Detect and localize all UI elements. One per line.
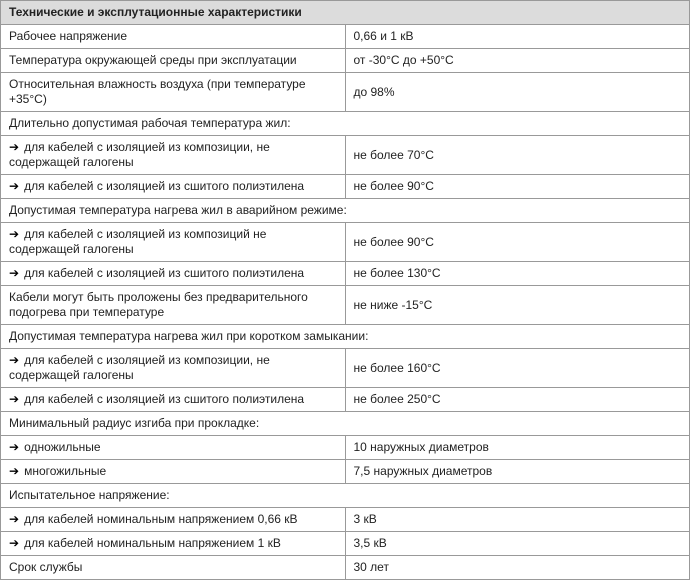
section-header-cell: Испытательное напряжение: bbox=[1, 484, 690, 508]
arrow-right-icon: ➔ bbox=[9, 440, 20, 454]
value-cell: 3,5 кВ bbox=[345, 532, 690, 556]
characteristic-cell bbox=[1, 25, 346, 49]
table-body bbox=[1, 25, 690, 580]
arrow-right-icon: ➔ bbox=[9, 512, 20, 526]
characteristic-cell bbox=[1, 223, 346, 262]
characteristic-cell bbox=[1, 73, 346, 112]
characteristic-cell bbox=[1, 532, 346, 556]
table-row bbox=[1, 532, 690, 556]
characteristic-label: для кабелей номинальным напряжением 1 кВ bbox=[24, 536, 281, 550]
section-header-cell: Длительно допустимая рабочая температура жил: bbox=[1, 112, 690, 136]
value-cell: не ниже -15°С bbox=[345, 286, 690, 325]
value-cell: до 98% bbox=[345, 73, 690, 112]
section-row bbox=[1, 199, 690, 223]
arrow-right-icon: ➔ bbox=[9, 536, 20, 550]
value-cell: 0,66 и 1 кВ bbox=[345, 25, 690, 49]
value-cell: не более 250°С bbox=[345, 388, 690, 412]
table-row bbox=[1, 175, 690, 199]
table-row bbox=[1, 223, 690, 262]
characteristic-label: Относительная влажность воздуха (при температуре +35°С) bbox=[9, 77, 306, 106]
characteristic-cell bbox=[1, 460, 346, 484]
arrow-right-icon: ➔ bbox=[9, 392, 20, 406]
value-cell: 3 кВ bbox=[345, 508, 690, 532]
characteristic-label: многожильные bbox=[24, 464, 107, 478]
value-cell: 7,5 наружных диаметров bbox=[345, 460, 690, 484]
arrow-right-icon: ➔ bbox=[9, 179, 20, 193]
characteristic-label: Температура окружающей среды при эксплуатации bbox=[9, 53, 297, 67]
characteristic-cell bbox=[1, 508, 346, 532]
table-row bbox=[1, 73, 690, 112]
value-cell: не более 130°С bbox=[345, 262, 690, 286]
table-row bbox=[1, 436, 690, 460]
section-header-cell: Допустимая температура нагрева жил в аварийном режиме: bbox=[1, 199, 690, 223]
characteristic-cell bbox=[1, 136, 346, 175]
characteristic-cell bbox=[1, 175, 346, 199]
characteristic-cell bbox=[1, 286, 346, 325]
table-row bbox=[1, 349, 690, 388]
section-header-cell: Допустимая температура нагрева жил при коротком замыкании: bbox=[1, 325, 690, 349]
table-row bbox=[1, 25, 690, 49]
value-cell: не более 90°С bbox=[345, 223, 690, 262]
table-row bbox=[1, 460, 690, 484]
characteristic-cell bbox=[1, 349, 346, 388]
arrow-right-icon: ➔ bbox=[9, 464, 20, 478]
characteristic-label: для кабелей с изоляцией из композиции, не содержащей галогены bbox=[9, 140, 270, 169]
characteristic-label: для кабелей номинальным напряжением 0,66 кВ bbox=[24, 512, 298, 526]
characteristic-label: для кабелей с изоляцией из сшитого полиэтилена bbox=[24, 392, 305, 406]
section-header-cell: Минимальный радиус изгиба при прокладке: bbox=[1, 412, 690, 436]
section-row bbox=[1, 325, 690, 349]
section-row bbox=[1, 484, 690, 508]
characteristic-label: для кабелей с изоляцией из композиции, не содержащей галогены bbox=[9, 353, 270, 382]
table-row bbox=[1, 286, 690, 325]
value-cell: не более 70°С bbox=[345, 136, 690, 175]
characteristic-label: для кабелей с изоляцией из сшитого полиэтилена bbox=[24, 266, 305, 280]
table-row bbox=[1, 49, 690, 73]
characteristic-cell bbox=[1, 556, 346, 580]
section-row bbox=[1, 412, 690, 436]
table-row bbox=[1, 136, 690, 175]
table-row bbox=[1, 508, 690, 532]
arrow-right-icon: ➔ bbox=[9, 140, 20, 154]
value-cell: 10 наружных диаметров bbox=[345, 436, 690, 460]
characteristic-label: Срок службы bbox=[9, 560, 83, 574]
arrow-right-icon: ➔ bbox=[9, 227, 20, 241]
characteristic-label: для кабелей с изоляцией из сшитого полиэтилена bbox=[24, 179, 305, 193]
table-title-row bbox=[1, 1, 690, 25]
value-cell: 30 лет bbox=[345, 556, 690, 580]
arrow-right-icon: ➔ bbox=[9, 353, 20, 367]
characteristic-label: Рабочее напряжение bbox=[9, 29, 128, 43]
arrow-right-icon: ➔ bbox=[9, 266, 20, 280]
section-row bbox=[1, 112, 690, 136]
table-row bbox=[1, 556, 690, 580]
value-cell: не более 90°С bbox=[345, 175, 690, 199]
characteristic-cell bbox=[1, 49, 346, 73]
characteristic-label: для кабелей с изоляцией из композиций не содержащей галогены bbox=[9, 227, 267, 256]
value-cell: не более 160°С bbox=[345, 349, 690, 388]
table-title: Технические и эксплутационные характеристики bbox=[1, 1, 690, 25]
table-row bbox=[1, 262, 690, 286]
characteristic-label: Кабели могут быть проложены без предварительного подогрева при температуре bbox=[9, 290, 308, 319]
characteristic-cell bbox=[1, 262, 346, 286]
characteristic-label: одножильные bbox=[24, 440, 101, 454]
characteristic-cell bbox=[1, 436, 346, 460]
value-cell: от -30°С до +50°С bbox=[345, 49, 690, 73]
characteristic-cell bbox=[1, 388, 346, 412]
table-row bbox=[1, 388, 690, 412]
